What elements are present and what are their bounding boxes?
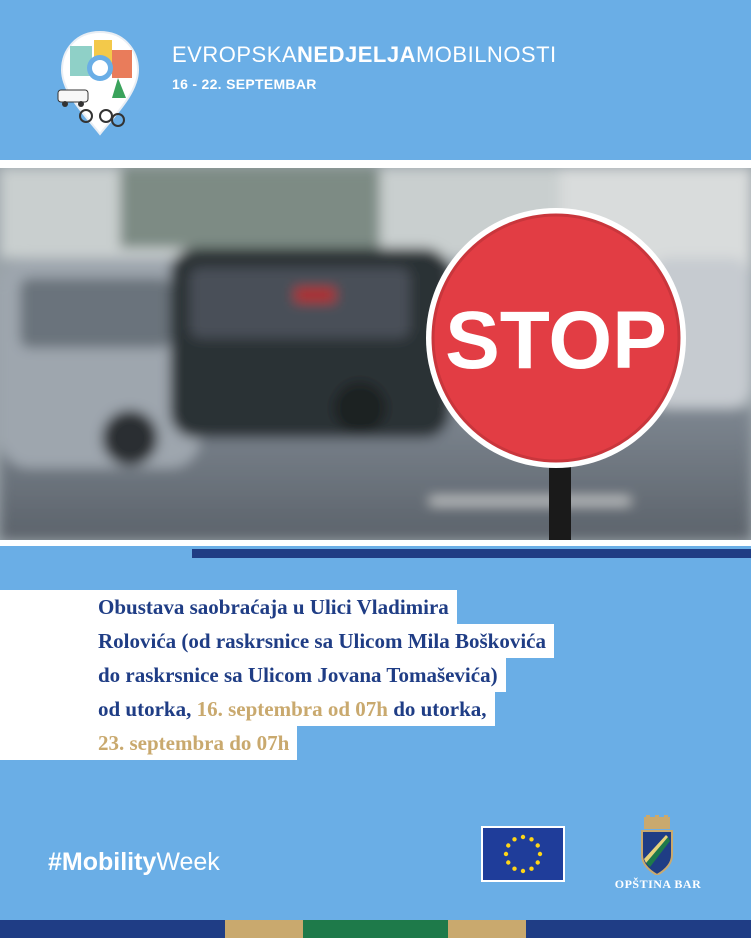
notice-line-5: 23. septembra do 07h xyxy=(0,726,297,760)
municipality-crest-icon xyxy=(640,815,674,875)
eu-star xyxy=(536,860,540,864)
eu-flag-icon xyxy=(481,826,565,882)
eu-star xyxy=(529,867,533,871)
eu-star xyxy=(504,852,508,856)
stop-sign-text: STOP xyxy=(445,295,667,386)
eu-star xyxy=(521,835,525,839)
notice-line-3: do raskrsnice sa Ulicom Jovana Tomaševića) xyxy=(0,658,506,692)
divider-middle xyxy=(0,540,751,546)
eu-star xyxy=(538,852,542,856)
navy-accent-bar xyxy=(192,549,751,558)
eu-star xyxy=(512,837,516,841)
eu-star xyxy=(512,867,516,871)
notice-line-1: Obustava saobraćaja u Ulici Vladimira xyxy=(0,590,457,624)
eu-star xyxy=(536,843,540,847)
mobility-week-logo xyxy=(52,28,148,138)
municipality-name: OPŠTINA BAR xyxy=(614,877,702,891)
brand-title: EVROPSKANEDJELJAMOBILNOSTI xyxy=(172,42,557,67)
mobility-week-hashtag: #MobilityWeek xyxy=(48,848,220,876)
eu-star xyxy=(506,843,510,847)
start-date: 16. septembra od 07h xyxy=(196,697,388,721)
header xyxy=(0,0,751,160)
divider-top xyxy=(0,160,751,168)
traffic-notice xyxy=(0,590,751,760)
eu-star xyxy=(529,837,533,841)
event-dates: 16 - 22. SEPTEMBAR xyxy=(172,76,317,92)
eu-star xyxy=(521,869,525,873)
notice-line-4: od utorka, 16. septembra od 07h do utorka, xyxy=(0,692,495,726)
bottom-color-strip xyxy=(0,920,751,938)
eu-star xyxy=(506,860,510,864)
notice-line-2: Rolovića (od raskrsnice sa Ulicom Mila Boškovića xyxy=(0,624,554,658)
stop-sign-photo xyxy=(0,168,751,540)
